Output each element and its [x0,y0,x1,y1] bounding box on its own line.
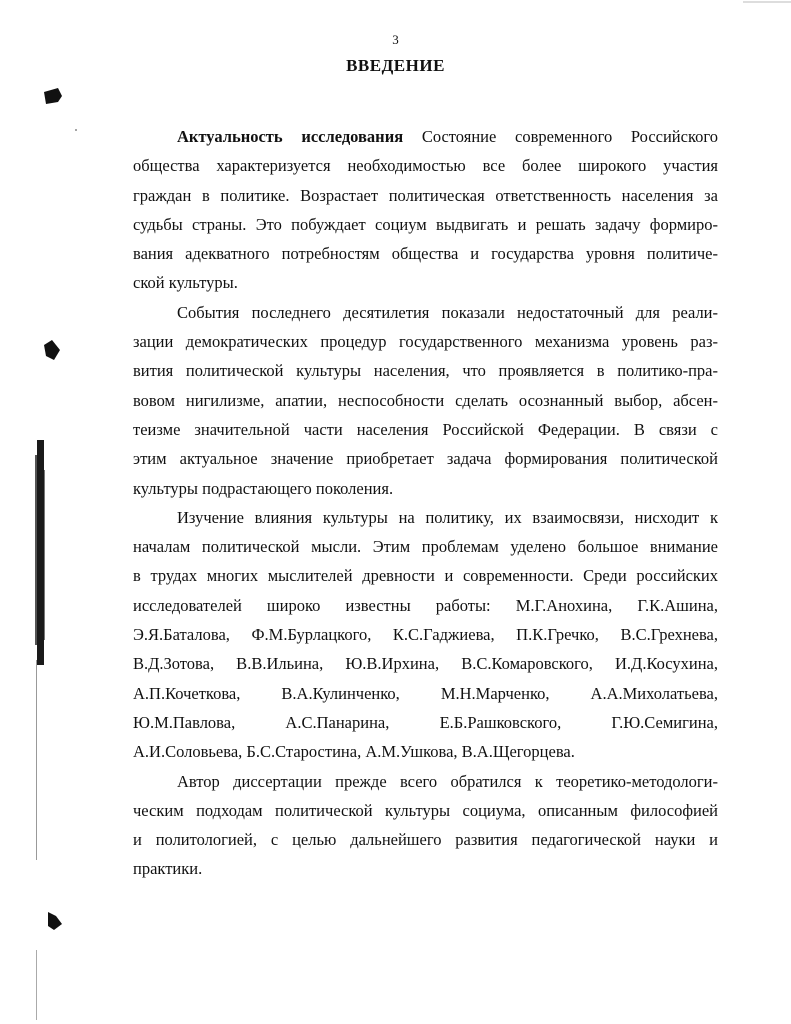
line-text: и политологией, с целью дальнейшего развития педагогической науки и [133,830,718,850]
section-heading: ВВЕДЕНИЕ [346,56,445,75]
paragraph [133,767,718,884]
line-text: ческим подходам политической культуры социума, описанным философией [133,800,718,820]
text-line [133,679,718,708]
line-text: вания адекватного потребностям общества и государства уровня политиче- [133,244,718,264]
text-line [133,532,718,561]
text-line [133,854,718,883]
line-text: в трудах многих мыслителей древности и современности. Среди российских [133,566,718,586]
binding-hole-mark-3 [48,912,62,930]
line-text: теизме значительной части населения Российской Федерации. В связи с [133,419,718,439]
line-text: В.Д.Зотова, В.В.Ильина, Ю.В.Ирхина, В.С.Комаровского, И.Д.Косухина, [133,654,718,674]
margin-scan-streak [37,440,44,665]
text-line [133,737,718,766]
text-line [133,474,718,503]
line-text: Изучение влияния культуры на политику, их взаимосвязи, нисходит к [177,507,718,527]
text-line [133,825,718,854]
text-line [133,151,718,180]
text-line [133,767,718,796]
text-line [133,444,718,473]
text-line [133,122,718,151]
line-text: Состояние современного Российского [403,127,718,146]
line-text: вовом нигилизме, апатии, неспособности сделать осознанный выбор, абсен- [133,390,718,410]
text-line [133,181,718,210]
scan-margin-artifacts [0,0,80,1024]
line-text: общества характеризуется необходимостью все более широкого участия [133,156,718,176]
page-number: 3 [392,32,399,47]
paragraph [133,122,718,298]
text-line [133,298,718,327]
line-text: этим актуальное значение приобретает задача формирования политической [133,449,718,469]
text-line [133,708,718,737]
line-text: Ю.М.Павлова, А.С.Панарина, Е.Б.Рашковского, Г.Ю.Семигина, [133,712,718,732]
line-text: зации демократических процедур государственного механизма уровень раз- [133,332,718,352]
text-line [133,591,718,620]
paragraph [133,503,718,767]
line-text: А.П.Кочеткова, В.А.Кулинченко, М.Н.Марченко, А.А.Михолатьева, [133,683,718,703]
text-line [133,796,718,825]
text-line [133,268,718,297]
line-text: практики. [133,859,203,879]
text-line [133,239,718,268]
paragraph [133,298,718,503]
line-text: судьбы страны. Это побуждает социум выдвигать и решать задачу формиро- [133,214,718,234]
line-text: А.И.Соловьева, Б.С.Старостина, А.М.Ушкова, В.А.Щегорцева. [133,742,575,762]
line-text: События последнего десятилетия показали недостаточный для реали- [177,302,718,322]
text-line [133,386,718,415]
text-line [133,415,718,444]
bold-lead-in: Актуальность исследования [177,127,404,146]
text-line [133,210,718,239]
text-line [133,356,718,385]
line-text: вития политической культуры населения, что проявляется в политико-пра- [133,361,718,381]
scan-corner-line [731,0,791,10]
text-line [133,327,718,356]
text-line [133,561,718,590]
body-text [133,122,718,884]
binding-hole-mark-1 [44,88,62,104]
line-text: началам политической мысли. Этим проблемам уделено большое внимание [133,537,718,557]
line-text: культуры подрастающего поколения. [133,478,394,498]
line-text: граждан в политике. Возрастает политическая ответственность населения за [133,185,718,205]
text-line [133,620,718,649]
line-text: Автор диссертации прежде всего обратился к теоретико-методологи- [177,771,718,791]
line-text: исследователей широко известны работы: М.Г.Анохина, Г.К.Ашина, [133,595,718,615]
binding-hole-mark-2 [44,340,60,360]
line-text: Э.Я.Баталова, Ф.М.Бурлацкого, К.С.Гаджиева, П.К.Гречко, В.С.Грехнева, [133,625,718,645]
text-line [133,503,718,532]
text-line [133,649,718,678]
line-text: ской культуры. [133,273,238,293]
